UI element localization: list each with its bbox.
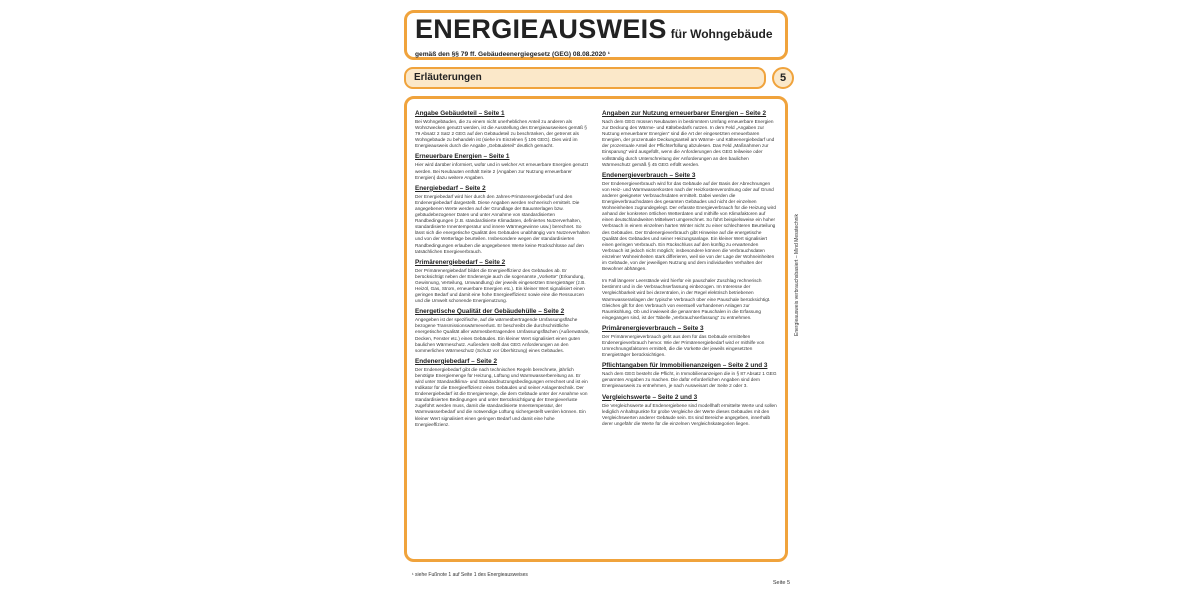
document-title: ENERGIEAUSWEIS für Wohngebäude [415, 14, 773, 44]
section-text: Nach dem GEG müssen Neubauten in bestimmtem Umfang erneuerbare Energien zur Deckung des Wärme- und Kältebedarfs nutzen. In dem Feld „Angaben zur Nutzung erneuerbarer Energien“ sind die Art der eingesetzten erneuerbaren Energien, der prozentuale Deckungsanteil am Wärme- und Kälteenergiebedarf und der prozentuale Anteil der Pflichterfüllung abzulesen. Das Feld „Maßnahmen zur Einsparung“ wird ausgefüllt, wenn die Anforderungen des GEG teilweise oder vollständig durch Unterschreitung der Anforderungen an den baulichen Wärmeschutz gemäß § 45 GEG erfüllt werden. [602, 119, 775, 167]
section-heading: Endenergieverbrauch – Seite 3 [602, 171, 696, 179]
section-heading: Angabe Gebäudeteil – Seite 1 [415, 110, 505, 117]
section-title: Erläuterungen [404, 67, 766, 89]
section-heading: Energiebedarf – Seite 2 [415, 184, 486, 192]
left-column [415, 107, 590, 551]
side-text: Energieausweis verbrauchsbasiert – Mind Messtechnik [794, 213, 800, 336]
section-heading: Angaben zur Nutzung erneuerbarer Energien – Seite 2 [602, 110, 767, 117]
section-heading: Primärenergiebedarf – Seite 2 [415, 258, 506, 266]
section-text: Der Endenergieverbrauch wird für das Gebäude auf der Basis der Abrechnungen von Heiz- und Warmwasserkosten nach der Heizkostenverordnung oder auf Grund anderer geeigneter Verbrauchsdaten ermittelt. Dabei werden die Energieverbrauchsdaten des gesamten Gebäudes und nicht der einzelnen Wohneinheiten zugrundegelegt. Der erfasste Energieverbrauch für die Heizung wird anhand der konkreten örtlichen Wetterdaten und mithilfe von Klimafaktoren auf einen deutschlandweiten Mittelwert umgerechnet. So führt beispielsweise ein hoher Verbrauch in einem einzelnen harten Winter nicht zu einer schlechteren Beurteilung des Gebäudes. Der Endenergieverbrauch gibt Hinweise auf die energetische Qualität des Gebäudes und seiner Heizungsanlage. Ein kleiner Wert signalisiert einen geringen Verbrauch. Ein Rückschluss auf den künftig zu erwartenden Verbrauch ist jedoch nicht möglich; insbesondere können die Verbrauchsdaten einzelner Wohneinheiten stark differieren, weil sie von der Lage der Wohneinheiten im Gebäude, von der jeweiligen Nutzung und dem individuellen Verhalten der Bewohner abhängen. Im Fall längerer Leerstände wird hierfür ein pauschaler Zuschlag rechnerisch bestimmt und in die Verbrauchserfassung einbezogen. Im Interesse der Vergleichbarkeit wird bei dezentralen, in der Regel elektrisch betriebenen Warmwasseranlagen der typische Verbrauch über eine Pauschale berücksichtigt. Gleiches gilt für den Verbrauch von eventuell vorhandenen Anlagen zur Raumkühlung. Ob und inwieweit die genannten Pauschalen in die Erfassung eingegangen sind, ist der Tabelle „Verbrauchserfassung“ zu entnehmen. [602, 180, 776, 320]
section-text: Hier wird darüber informiert, wofür und in welcher Art erneuerbare Energien genutzt werden. Bei Neubauten enthält Seite 2 (Angaben zur Nutzung erneuerbarer Energien) dazu weitere Angaben. [415, 162, 589, 180]
section-heading: Primärenergieverbrauch – Seite 3 [602, 324, 704, 332]
document-page [398, 6, 804, 596]
section-text: Der Energiebedarf wird hier durch den Jahres-Primärenergiebedarf und den Endenergiebedarf dargestellt. Diese Angaben werden rechnerisch ermittelt. Die angegebenen Werte werden auf der Grundlage der Bauunterlagen bzw. gebäudebezogener Daten und unter Annahme von standardisierten Randbedingungen (z.B. standardisierte Klimadaten, definiertes Nutzerverhalten, standardisierte Innentemperatur und innere Wärmegewinne usw.) berechnet. So lässt sich die energetische Qualität des Gebäudes unabhängig vom Nutzerverhalten und von der Wetterlage beurteilen. Insbesondere wegen der standardisierten Randbedingungen erlauben die angegebenen Werte keine Rückschlüsse auf den tatsächlichen Energieverbrauch. [415, 193, 590, 254]
section-heading: Energetische Qualität der Gebäudehülle – Seite 2 [415, 308, 565, 316]
section-text: Der Primärenergieverbrauch geht aus dem für das Gebäude ermittelten Endenergieverbrauch hervor. Wie der Primärenergiebedarf wird er mithilfe von Umrechnungsfaktoren ermittelt, die die Vorkette der jeweils eingesetzten Energieträger berücksichtigen. [602, 333, 765, 358]
section-heading: Pflichtangaben für Immobilienanzeigen – Seite 2 und 3 [602, 362, 768, 370]
section-number: 5 [772, 67, 794, 89]
footnote: ¹ siehe Fußnote 1 auf Seite 1 des Energieausweises [412, 572, 528, 578]
section-text: Der Primärenergiebedarf bildet die Energieeffizienz des Gebäudes ab. Er berücksichtigt neben der Endenergie auch die sogenannte „Vorkette“ (Erkundung, Gewinnung, Verteilung, Umwandlung) der jeweils eingesetzten Energieträger (z.B. Heizöl, Gas, Strom, erneuerbare Energien etc.). Ein kleiner Wert signalisiert einen geringen Bedarf und damit eine hohe Energieeffizienz sowie eine die Ressourcen und die Umwelt schonende Energienutzung. [415, 267, 586, 304]
section-heading: Endenergiebedarf – Seite 2 [415, 357, 498, 365]
section-text: Der Endenergiebedarf gibt die nach technischen Regeln berechnete, jährlich benötigte Energiemenge für Heizung, Lüftung und Warmwasserbereitung an. Er wird unter Standardklima- und Standardnutzungsbedingungen errechnet und ist ein Indikator für die Energieeffizienz eines Gebäudes und seiner Anlagentechnik. Der Endenergiebedarf ist die Energiemenge, die dem Gebäude unter der Annahme von standardisierten Bedingungen und unter Berücksichtigung der Energieverluste zugeführt werden muss, damit die standardisierte Innentemperatur, der Warmwasserbedarf und die notwendige Lüftung sichergestellt werden können. Ein kleiner Wert signalisiert einen geringen Bedarf und damit eine hohe Energieeffizienz. [415, 366, 588, 427]
page-number: Seite 5 [772, 580, 790, 586]
law-reference: gemäß den §§ 79 ff. Gebäudeenergiegesetz (GEG) 08.08.2020 ¹ [415, 51, 610, 58]
section-text: Die Vergleichswerte auf Endenergiebene sind modellhaft ermittelte Werte und sollen lediglich Anhaltspunkte für grobe Vergleiche der Werte dieses Gebäudes mit den Vergleichswerten anderer Gebäude sein. Es sind Bereiche angegeben, innerhalb derer ungefähr die Werte für die einzelnen Vergleichskategorien liegen. [602, 402, 777, 426]
section-text: Nach dem GEG besteht die Pflicht, in Immobilienanzeigen die in § 87 Absatz 1 GEG genannten Angaben zu machen. Die dafür erforderlichen Angaben sind dem Energieausweis zu entnehmen, je nach Ausweisart der Seite 2 oder 3. [602, 371, 777, 389]
header-box [404, 10, 788, 60]
section-text: Angegeben ist der spezifische, auf die wärmeübertragende Umfassungsfläche bezogene Transmissionswärmeverlust. Er beschreibt die durchschnittliche energetische Qualität aller wärmeübertragenden Umfassungsflächen (Außenwände, Decken, Fenster etc.) eines Gebäudes. Ein kleiner Wert signalisiert einen guten baulichen Wärmeschutz. Außerdem stellt das GEG Anforderungen an den sommerlichen Wärmeschutz (Schutz vor Überhitzung) eines Gebäudes. [415, 317, 590, 353]
section-text: Bei Wohngebäuden, die zu einem nicht unerheblichen Anteil zu anderen als Wohnzwecken genutzt werden, ist die Ausstellung des Energieausweises gemäß § 79 Absatz 2 Satz 2 GEG auf den Gebäudeteil zu beschränken, der getrennt als Wohngebäude zu behandeln ist (siehe im Einzelnen § 106 GEG). Dies wird im Energieausweis durch die Angabe „Gebäudeteil“ deutlich gemacht. [415, 119, 587, 149]
section-heading: Erneuerbare Energien – Seite 1 [415, 153, 510, 161]
explanations-box [404, 96, 788, 562]
right-column [602, 107, 777, 551]
document-subtitle: für Wohngebäude [670, 27, 773, 41]
section-heading: Vergleichswerte – Seite 2 und 3 [602, 393, 698, 401]
